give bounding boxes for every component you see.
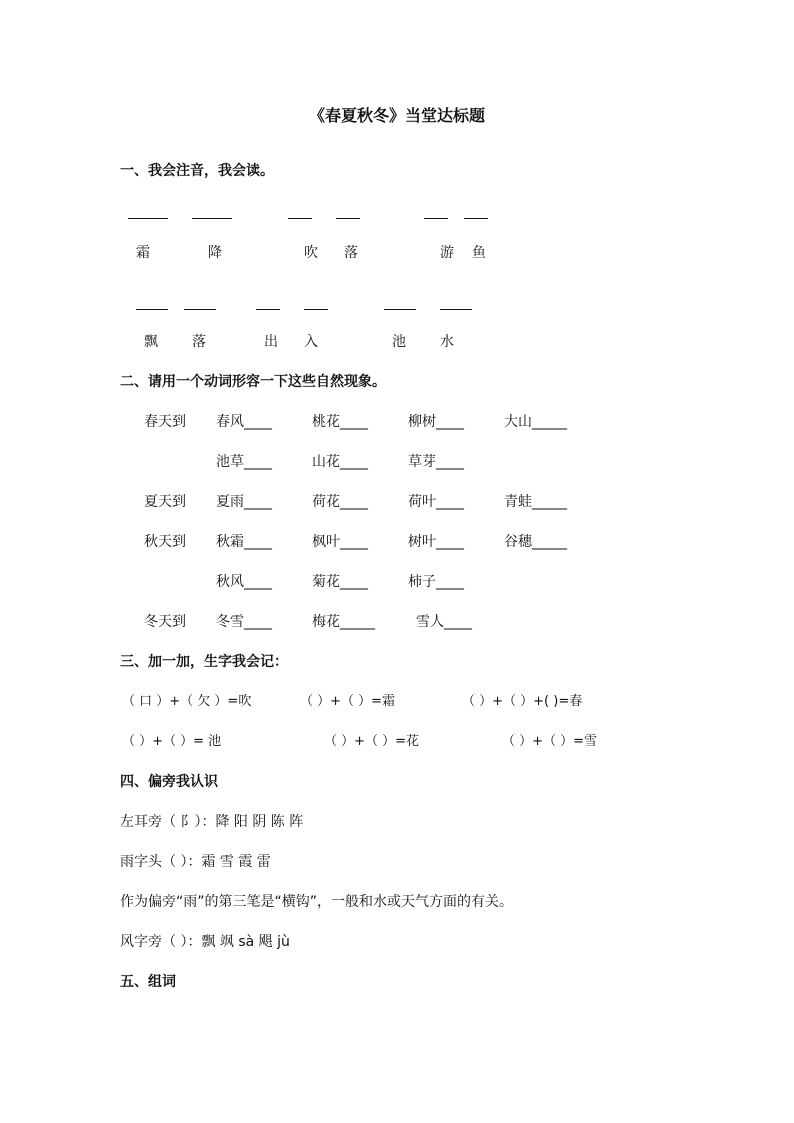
radical-line-wind[interactable]: 风字旁（ ）：飘 飒 sà 飓 jù (120, 934, 290, 950)
pinyin-blank[interactable] (192, 218, 232, 219)
char-formula[interactable]: （ ）+（ ）+( )=春 (462, 694, 583, 709)
fill-blank-item[interactable]: 大山_____ (504, 414, 567, 430)
character: 吹 (304, 245, 318, 261)
character: 降 (208, 245, 222, 261)
character: 霜 (136, 245, 150, 261)
pinyin-blank[interactable] (424, 218, 448, 219)
pinyin-blank[interactable] (464, 218, 488, 219)
character: 水 (440, 334, 454, 350)
fill-blank-item[interactable]: 池草____ (216, 454, 272, 470)
char-formula[interactable]: （ ）+（ ）=霜 (300, 694, 396, 709)
radical-line-ear: 左耳旁（ 阝）：降 阳 阴 陈 阵 (120, 814, 304, 830)
pinyin-blank[interactable] (304, 309, 328, 310)
fill-blank-item[interactable]: 山花____ (312, 454, 368, 470)
fill-blank-item[interactable]: 青蛙_____ (504, 494, 567, 510)
fill-blank-item[interactable]: 柳树____ (408, 414, 464, 430)
character: 落 (192, 334, 206, 350)
section5-heading: 五、组词 (120, 974, 176, 990)
pinyin-blank[interactable] (384, 309, 416, 310)
fill-blank-item[interactable]: 柿子____ (408, 574, 464, 590)
fill-blank-item[interactable]: 梅花_____ (312, 614, 375, 630)
fill-blank-item[interactable]: 谷穗_____ (504, 534, 567, 550)
character: 出 (264, 334, 278, 350)
season-label: 春天到 (144, 414, 186, 430)
character: 池 (392, 334, 406, 350)
fill-blank-item[interactable]: 菊花____ (312, 574, 368, 590)
fill-blank-item[interactable]: 夏雨____ (216, 494, 272, 510)
radical-note: 作为偏旁“雨”的第三笔是“横钩”，一般和水或天气方面的有关。 (120, 894, 514, 910)
season-label: 冬天到 (144, 614, 186, 630)
character: 飘 (144, 334, 158, 350)
pinyin-blank[interactable] (136, 309, 168, 310)
pinyin-blank[interactable] (128, 218, 168, 219)
pinyin-blank[interactable] (256, 309, 280, 310)
char-formula[interactable]: （ ）+（ ）= 池 (122, 734, 222, 749)
fill-blank-item[interactable]: 草芽____ (408, 454, 464, 470)
character: 游 (440, 245, 454, 261)
pinyin-blank[interactable] (440, 309, 472, 310)
character: 鱼 (472, 245, 486, 261)
fill-blank-item[interactable]: 荷花____ (312, 494, 368, 510)
fill-blank-item[interactable]: 树叶____ (408, 534, 464, 550)
character: 入 (304, 334, 318, 350)
page-title: 《春夏秋冬》当堂达标题 (308, 106, 485, 125)
radical-line-rain[interactable]: 雨字头（ ）：霜 雪 霞 雷 (120, 854, 271, 870)
section3-heading: 三、加一加，生字我会记： (120, 654, 288, 670)
fill-blank-item[interactable]: 桃花____ (312, 414, 368, 430)
fill-blank-item[interactable]: 枫叶____ (312, 534, 368, 550)
pinyin-blank[interactable] (336, 218, 360, 219)
fill-blank-item[interactable]: 荷叶____ (408, 494, 464, 510)
section4-heading: 四、偏旁我认识 (120, 774, 218, 790)
section1-heading: 一、我会注音，我会读。 (120, 163, 274, 179)
fill-blank-item[interactable]: 冬雪____ (216, 614, 272, 630)
character: 落 (344, 245, 358, 261)
fill-blank-item[interactable]: 春风____ (216, 414, 272, 430)
char-formula[interactable]: （ ）+（ ）=花 (324, 734, 420, 749)
fill-blank-item[interactable]: 秋风____ (216, 574, 272, 590)
fill-blank-item[interactable]: 雪人____ (416, 614, 472, 630)
char-formula[interactable]: （ ）+（ ）=雪 (502, 734, 598, 749)
season-label: 夏天到 (144, 494, 186, 510)
pinyin-blank[interactable] (288, 218, 312, 219)
fill-blank-item[interactable]: 秋霜____ (216, 534, 272, 550)
season-label: 秋天到 (144, 534, 186, 550)
pinyin-blank[interactable] (184, 309, 216, 310)
char-formula[interactable]: （ 口 ）+（ 欠 ）=吹 (122, 694, 252, 709)
section2-heading: 二、请用一个动词形容一下这些自然现象。 (120, 374, 386, 390)
